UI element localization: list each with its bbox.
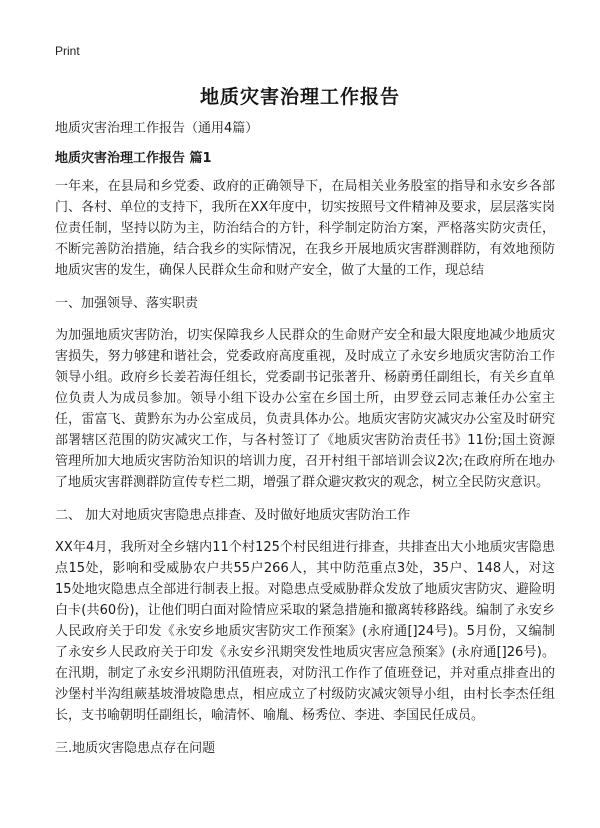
heading-1: 一、加强领导、落实职责 bbox=[55, 296, 199, 311]
section-title: 地质灾害治理工作报告 篇1 bbox=[55, 151, 212, 166]
print-label[interactable]: Print bbox=[55, 44, 80, 58]
document-subtitle: 地质灾害治理工作报告（通用4篇） bbox=[55, 121, 259, 136]
heading-2: 二、 加大对地质灾害隐患点排查、及时做好地质灾害防治工作 bbox=[55, 508, 411, 523]
document-body bbox=[55, 118, 555, 770]
document-title: 地质灾害治理工作报告 bbox=[199, 86, 400, 108]
heading-3: 三.地质灾害隐患点存在问题 bbox=[55, 741, 216, 756]
paragraph-intro: 一年来，在县局和乡党委、政府的正确领导下，在局相关业务股室的指导和永安乡各部门、各村、单位的支持下，我所在XX年度中，切实按照号文件精神及要求，层层落实岗位责任制，坚持以防为主，防治结合的方针，科学制定防治方案，严格落实防灾责任，不断完善防治措施，结合我乡的实际情况，在我乡开展地质灾害群测群防，有效地预防地质灾害的发生，确保人民群众生命和财产安全，做了大量的工作，现总结 bbox=[55, 179, 555, 278]
paragraph-leadership: 为加强地质灾害防治，切实保障我乡人民群众的生命财产安全和最大限度地减少地质灾害损失，努力够建和谐社会，党委政府高度重视，及时成立了永安乡地质灾害防治工作领导小组。政府乡长姜若海任组长，党委副书记张著升、杨蔚勇任副组长，有关乡直单位负责人为成员参加。领导小组下设办公室在乡国土所，由罗登云同志兼任办公室主任，雷富飞、黄黔东为办公室成员，负责具体办公。地质灾害防灾减灾办公室及时研究部署辖区范围的防灾减灾工作，与各村签订了《地质灾害防治责任书》11份;国土资源管理所加大地质灾害防治知识的培训力度，召开村组干部培训会议2次;在政府所在地办了地质灾害群测群防宣传专栏二期，增强了群众避灾救灾的观念，树立全民防灾意识。 bbox=[55, 328, 555, 490]
paragraph-inspection: XX年4月，我所对全乡辖内11个村125个村民组进行排查，共排查出大小地质灾害隐患点15处，影响和受威胁农户共55户266人，其中防范重点3处，35户、148人，对这15处地灾隐患点全部进行制表上报。对隐患点受威胁群众发放了地质灾害防灾、避险明白卡(共60份)，让他们明白面对险情应采取的紧急措施和撤离转移路线。编制了永安乡人民政府关于印发《永安乡地质灾害防灾工作预案》(永府通[]24号)。5月份，又编制了永安乡人民政府关于印发《永安乡汛期突发性地质灾害应急预案》(永府通[]26号)。在汛期，制定了永安乡汛期防汛值班表，对防汛工作作了值班登记，并对重点排查出的沙堡村半沟组蕨基坡滑坡隐患点，相应成立了村级防灾减灾领导小组，由村长李杰任组长，支书喻朝明任副组长，喻清怀、喻胤、杨秀位、李进、李国民任成员。 bbox=[55, 540, 555, 723]
